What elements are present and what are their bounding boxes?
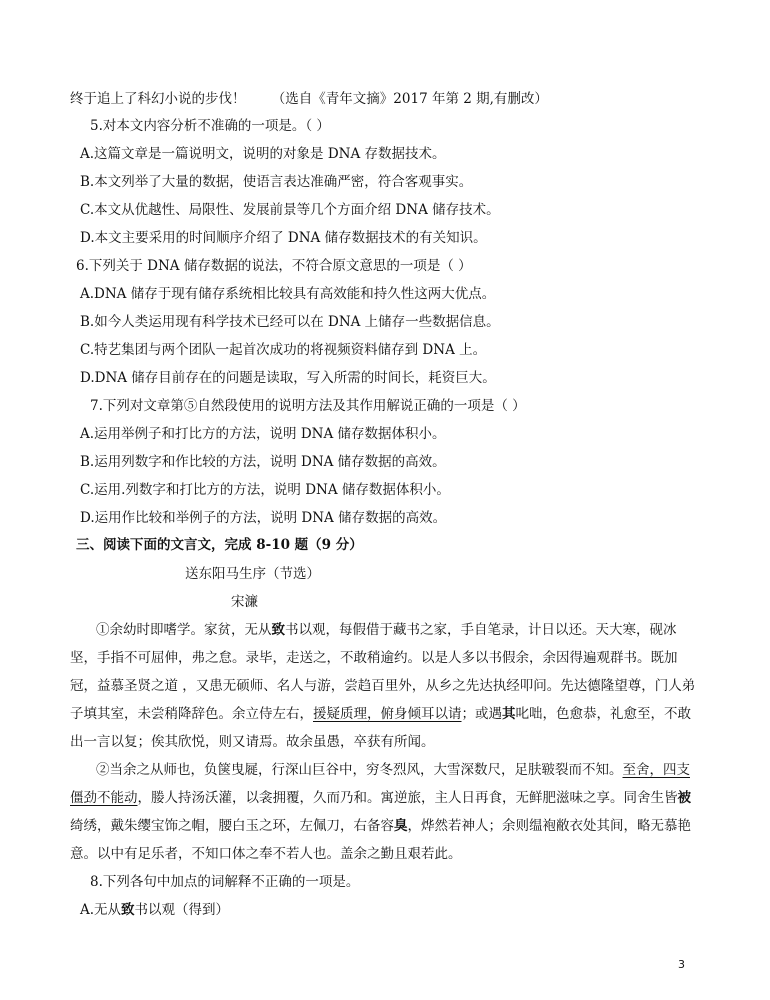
paragraph-2-line-1 — [96, 760, 690, 780]
page-number: 3 — [678, 958, 685, 971]
question-8-stem: 8.下列各句中加点的词解释不正确的一项是。 — [90, 874, 360, 890]
dotted-word-xiu: 臭 — [394, 818, 408, 834]
text-run: ①余幼时即嗜学。家贫，无从 — [96, 622, 272, 638]
paragraph-1-line-2: 坚，手指不可屈伸，弗之怠。录毕，走送之，不敢稍逾约。以是人多以书假余，余因得遍观群书。既加 — [70, 650, 678, 666]
question-6-option-c: C.特艺集团与两个团队一起首次成功的将视频资料储存到 DNA 上。 — [80, 342, 487, 358]
intro-text: 终于追上了科幻小说的步伐！ — [70, 91, 246, 107]
question-6-option-b: B.如今人类运用现有科学技术已经可以在 DNA 上储存一些数据信息。 — [80, 314, 500, 330]
question-7-option-d: D.运用作比较和举例子的方法，说明 DNA 储存数据的高效。 — [80, 510, 447, 526]
question-8-option-a — [80, 900, 229, 920]
paragraph-1-line-4 — [70, 704, 691, 724]
dotted-word-bei: 被 — [677, 790, 691, 806]
paragraph-2-line-2 — [70, 788, 691, 808]
text-run: 绮绣，戴朱缨宝饰之帽，腰白玉之环，左佩刀，右备容 — [70, 818, 394, 834]
text-run: A.无从 — [80, 902, 122, 918]
paragraph-1-line-3: 冠，益慕圣贤之道 ，又患无硕师、名人与游，尝趋百里外，从乡之先达执经叩问。先达德隆望尊，门人弟 — [70, 678, 696, 694]
text-run: 子填其室，未尝稍降辞色。余立侍左右， — [70, 706, 313, 722]
text-run: 书以观（得到） — [134, 902, 230, 918]
dotted-word-qi: 其 — [502, 706, 516, 722]
question-7-option-a: A.运用举例子和打比方的方法，说明 DNA 储存数据体积小。 — [80, 426, 446, 442]
text-run: ；或遇 — [461, 706, 502, 722]
intro-line — [70, 89, 548, 109]
dotted-word-zhi: 致 — [271, 622, 285, 638]
underlined-sentence: 援疑质理，俯身倾耳以请 — [313, 706, 462, 722]
question-7-option-b: B.运用列数字和作比较的方法，说明 DNA 储存数据的高效。 — [80, 454, 446, 470]
question-5-option-d: D.本文主要采用的时间顺序介绍了 DNA 储存数据技术的有关知识。 — [80, 230, 487, 246]
question-7-stem: 7.下列对文章第⑤自然段使用的说明方法及其作用解说正确的一项是（ ） — [90, 398, 526, 414]
underlined-sentence: 至舍，四支 — [622, 762, 690, 778]
text-run: 叱咄，色愈恭，礼愈至，不敢 — [515, 706, 691, 722]
paragraph-1-line-5: 出一言以复；俟其欣悦，则又请焉。故余虽愚，卒获有所闻。 — [70, 734, 435, 750]
dotted-word-zhi: 致 — [121, 902, 135, 918]
question-6-option-a: A.DNA 储存于现有储存系统相比较具有高效能和持久性这两大优点。 — [80, 286, 496, 302]
question-7-option-c: C.运用.列数字和打比方的方法，说明 DNA 储存数据体积小。 — [80, 482, 450, 498]
question-5-option-a: A.这篇文章是一篇说明文，说明的对象是 DNA 存数据技术。 — [80, 146, 446, 162]
question-5-stem: 5.对本文内容分析不准确的一项是。（ ） — [90, 118, 330, 134]
section-3-heading: 三、阅读下面的文言文，完成 8-10 题（9 分） — [76, 537, 363, 553]
question-6-stem: 6.下列关于 DNA 储存数据的说法，不符合原文意思的一项是（ ） — [76, 258, 472, 274]
paragraph-2-line-3 — [70, 816, 691, 836]
source-note: （选自《青年文摘》2017 年第 2 期,有删改） — [271, 91, 548, 107]
text-run: ，媵人持汤沃灌，以衾拥覆，久而乃和。寓逆旅，主人日再食，无鲜肥滋味之享。同舍生皆 — [137, 790, 678, 806]
paragraph-1-line-1 — [96, 620, 677, 640]
underlined-sentence: 僵劲不能动 — [70, 790, 138, 806]
question-5-option-c: C.本文从优越性、局限性、发展前景等几个方面介绍 DNA 储存技术。 — [80, 202, 500, 218]
question-6-option-d: D.DNA 储存目前存在的问题是读取，写入所需的时间长，耗资巨大。 — [80, 370, 496, 386]
passage-author: 宋濂 — [231, 594, 258, 610]
passage-title: 送东阳马生序（节选） — [185, 566, 320, 582]
question-5-option-b: B.本文列举了大量的数据，使语言表达准确严密，符合客观事实。 — [80, 174, 473, 190]
text-run: 书以观，每假借于藏书之家，手自笔录，计日以还。天大寒，砚冰 — [285, 622, 677, 638]
text-run: ，烨然若神人；余则缊袍敝衣处其间，略无慕艳 — [407, 818, 691, 834]
paragraph-2-line-4: 意。以中有足乐者，不知口体之奉不若人也。盖余之勤且艰若此。 — [70, 846, 462, 862]
text-run: ②当余之从师也，负箧曳屣，行深山巨谷中，穷冬烈风，大雪深数尺，足肤皲裂而不知。 — [96, 762, 623, 778]
